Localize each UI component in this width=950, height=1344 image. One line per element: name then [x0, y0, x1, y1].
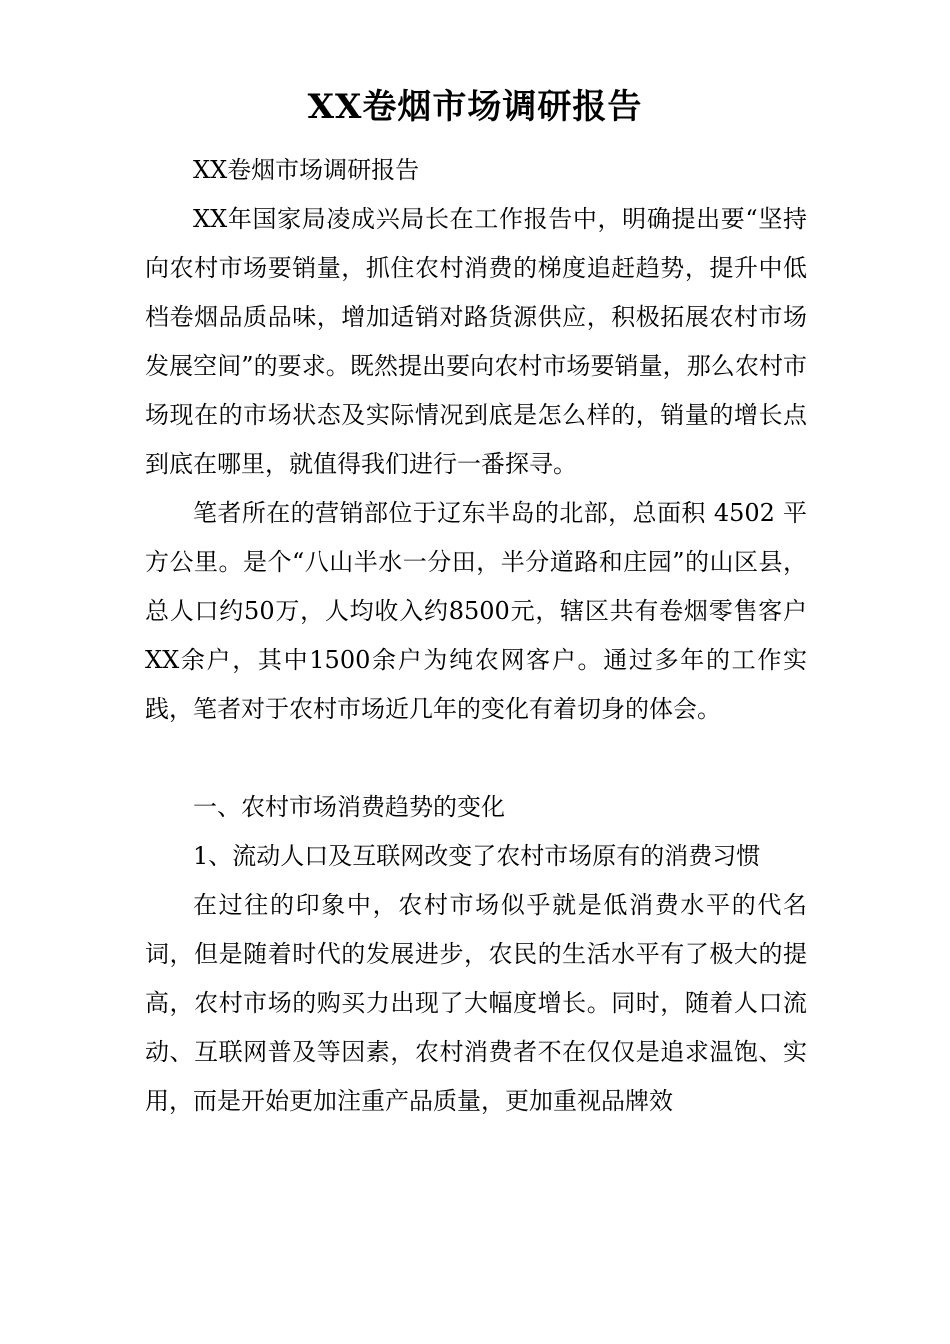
- document-title: XX卷烟市场调研报告: [307, 87, 643, 127]
- sub-heading: 1、流动人口及互联网改变了农村市场原有的消费习惯: [193, 842, 761, 870]
- paragraph-gap: [145, 734, 807, 783]
- document-body: [145, 146, 807, 1126]
- paragraph-intro: XX年国家局凌成兴局长在工作报告中，明确提出要“坚持向农村市场要销量，抓住农村消费的梯度追赶趋势，提升中低档卷烟品质品味，增加适销对路货源供应，积极拓展农村市场发展空间”的要求。既然提出要向农村市场要销量，那么农村市场现在的市场状态及实际情况到底是怎么样的，销量的增长点到底在哪里，就值得我们进行一番探寻。: [145, 205, 807, 478]
- section-heading: 一、农村市场消费趋势的变化: [193, 793, 505, 821]
- paragraph-section-1: 在过往的印象中，农村市场似乎就是低消费水平的代名词，但是随着时代的发展进步，农民的生活水平有了极大的提高，农村市场的购买力出现了大幅度增长。同时，随着人口流动、互联网普及等因素，农村消费者不在仅仅是追求温饱、实用，而是开始更加注重产品质量，更加重视品牌效: [145, 891, 807, 1115]
- paragraph-location: 笔者所在的营销部位于辽东半岛的北部，总面积 4502 平方公里。是个“八山半水一分田，半分道路和庄园”的山区县，总人口约50万，人均收入约8500元，辖区共有卷烟零售客户XX余户，其中1500余户为纯农网客户。通过多年的工作实践，笔者对于农村市场近几年的变化有着切身的体会。: [145, 499, 807, 723]
- document-subtitle: XX卷烟市场调研报告: [193, 156, 420, 184]
